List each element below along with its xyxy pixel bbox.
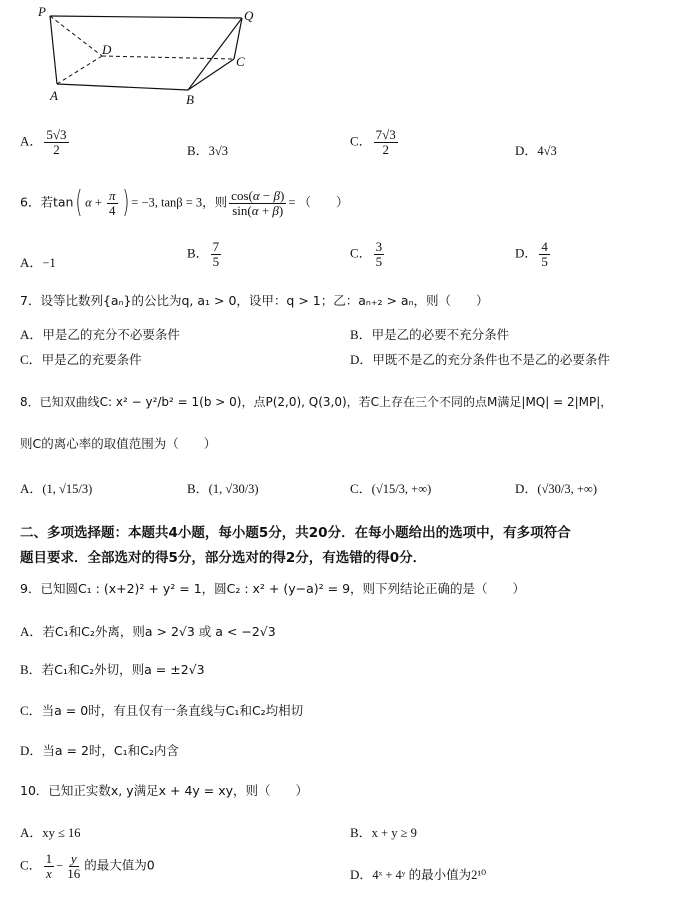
q9-option-b[interactable]: B．若C₁和C₂外切，则a = ±2√3 <box>20 662 205 677</box>
q8-option-b[interactable]: B．(1, √30/3) <box>187 481 259 496</box>
q6-option-c[interactable]: C． $\frac{3}{5}$ <box>350 239 383 269</box>
q7-option-d[interactable]: D．甲既不是乙的充分条件也不是乙的必要条件 <box>350 352 610 367</box>
point-label-B: B <box>186 92 194 107</box>
q7-stem: 7．设等比数列{aₙ}的公比为q, a₁ > 0，设甲：q > 1；乙：aₙ₊₂ > aₙ，则（ ） <box>20 293 489 308</box>
q10-option-c[interactable]: C． $\frac{1}{x}$ − $\frac{y}{16}$ 的最大值为0 <box>20 851 155 881</box>
q8-option-c[interactable]: C．(√15/3, +∞) <box>350 481 432 496</box>
q10-option-a[interactable]: A．xy ≤ 16 <box>20 825 81 840</box>
q10-option-d[interactable]: D．4ˣ + 4ʸ 的最小值为2¹⁰ <box>350 867 487 882</box>
q6-option-d[interactable]: D． $\frac{4}{5}$ <box>515 239 548 269</box>
q9-option-a[interactable]: A．若C₁和C₂外离，则a > 2√3 或 a < −2√3 <box>20 624 276 639</box>
point-label-C: C <box>236 54 245 69</box>
q6-option-b[interactable]: B． $\frac{7}{5}$ <box>187 239 220 269</box>
q10-option-b[interactable]: B．x + y ≥ 9 <box>350 825 417 840</box>
point-label-A: A <box>50 88 58 103</box>
q8-stem-continued: 则C的离心率的取值范围为（ ） <box>20 436 217 451</box>
q5-option-a[interactable]: A． $\frac{5√3}{2}$ <box>20 127 67 157</box>
q9-option-c[interactable]: C．当a = 0时，有且仅有一条直线与C₁和C₂均相切 <box>20 703 304 718</box>
q8-option-a[interactable]: A．(1, √15/3) <box>20 481 93 496</box>
q5-option-c[interactable]: C． $\frac{7√3}{2}$ <box>350 127 396 157</box>
q7-option-c[interactable]: C．甲是乙的充要条件 <box>20 352 142 367</box>
q5-option-b[interactable]: B．3√3 <box>187 143 229 158</box>
q7-option-a[interactable]: A．甲是乙的充分不必要条件 <box>20 327 180 342</box>
section-heading-line-1: 二、多项选择题：本题共4小题，每小题5分，共20分．在每小题给出的选项中，有多项符合 <box>20 525 571 541</box>
geometry-figure <box>30 4 260 108</box>
point-label-P: P <box>38 4 46 19</box>
q6-stem: 6．若tan( α + $\frac{\pi}{4}$ ) = −3, tanβ = 3，则 $\frac{\cos(\alpha - \beta)}{\sin(\alpha + \beta)}$ = （ ） <box>20 185 349 220</box>
q6-option-a[interactable]: A．−1 <box>20 255 56 270</box>
section-heading-line-2: 题目要求．全部选对的得5分，部分选对的得2分，有选错的得0分． <box>20 550 427 566</box>
q5-option-d[interactable]: D．4√3 <box>515 143 557 158</box>
point-label-D: D <box>102 42 112 57</box>
q8-stem: 8．已知双曲线C: x² − y²/b² = 1(b > 0)，点P(2,0), Q(3,0)，若C上存在三个不同的点M满足|MQ| = 2|MP|， <box>20 395 613 409</box>
point-label-Q: Q <box>244 8 254 23</box>
q7-option-b[interactable]: B．甲是乙的必要不充分条件 <box>350 327 510 342</box>
q8-option-d[interactable]: D．(√30/3, +∞) <box>515 481 598 496</box>
q10-stem: 10．已知正实数x, y满足x + 4y = xy，则（ ） <box>20 783 309 798</box>
q9-stem: 9．已知圆C₁ : (x+2)² + y² = 1，圆C₂ : x² + (y−a)² = 9，则下列结论正确的是（ ） <box>20 581 526 596</box>
q9-option-d[interactable]: D．当a = 2时，C₁和C₂内含 <box>20 743 179 758</box>
